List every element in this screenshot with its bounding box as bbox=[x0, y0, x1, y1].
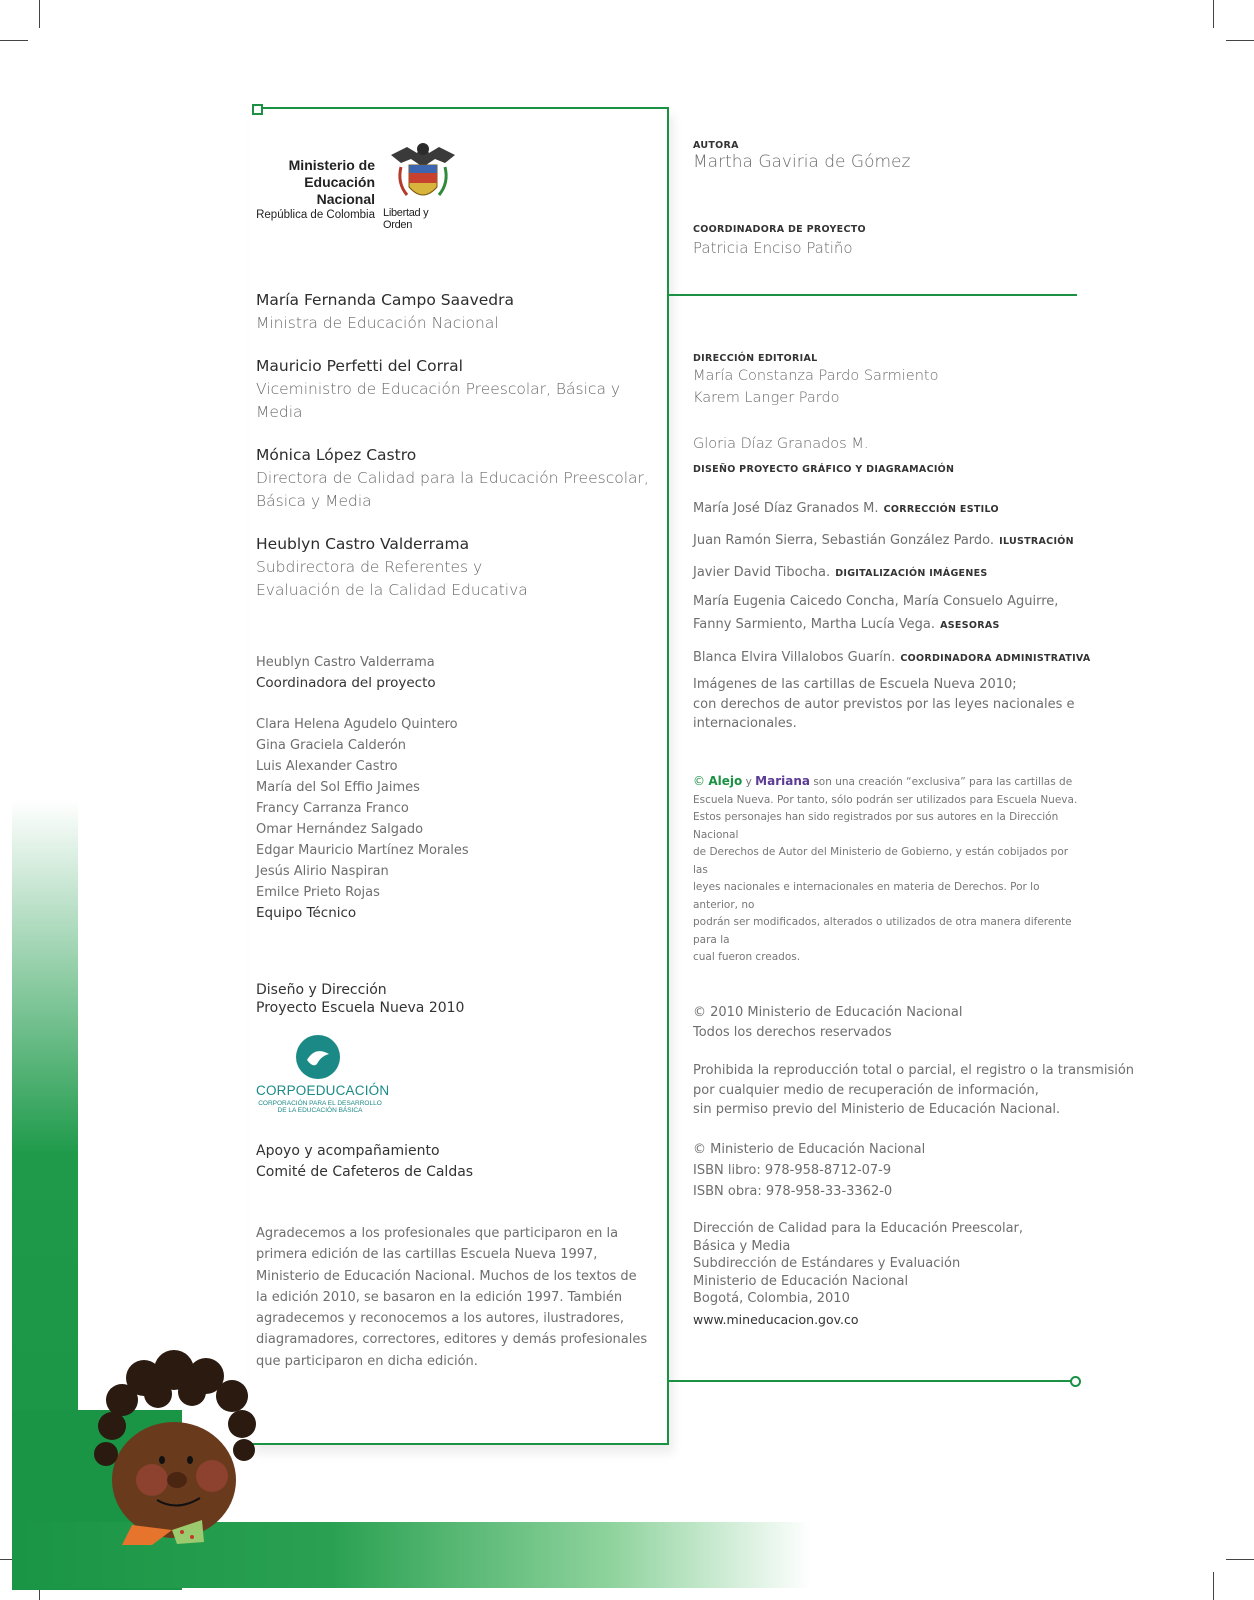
officials-list bbox=[256, 289, 656, 602]
coordinator-role: Coordinadora del proyecto bbox=[256, 675, 436, 691]
author-name: Martha Gaviria de Gómez bbox=[693, 152, 911, 172]
crop-mark bbox=[1226, 1559, 1254, 1560]
characters-copyright: © bbox=[693, 774, 705, 788]
isbn-block bbox=[693, 1139, 925, 1202]
website-link[interactable]: www.mineducacion.gov.co bbox=[693, 1312, 859, 1327]
admin-name: Blanca Elvira Villalobos Guarín. bbox=[693, 650, 896, 665]
corpoeducacion-swirl-icon bbox=[295, 1032, 341, 1082]
ministry-logo-line1: Ministerio de bbox=[288, 157, 375, 173]
crop-mark bbox=[39, 0, 40, 28]
ministry-motto: Libertad y Orden bbox=[383, 207, 429, 231]
prohibition-line: Prohibida la reproducción total o parcial, el registro o la transmisión bbox=[693, 1063, 1135, 1078]
isbn-line: ISBN obra: 978-958-33-3362-0 bbox=[693, 1184, 893, 1199]
official-role: Evaluación de la Calidad Educativa bbox=[256, 581, 528, 599]
corpo-name: CORPOEDUCACIÓN bbox=[256, 1083, 390, 1098]
characters-note-line: leyes nacionales e internacionales en materia de Derechos. Por lo anterior, no bbox=[693, 881, 1040, 911]
team-member: Omar Hernández Salgado bbox=[256, 822, 424, 837]
advisors-line2: Fanny Sarmiento, Martha Lucía Vega. bbox=[693, 616, 936, 632]
isbn-line: © Ministerio de Educación Nacional bbox=[693, 1142, 926, 1157]
credit-label: DIGITALIZACIÓN IMÁGENES bbox=[835, 568, 988, 579]
frame-square-handle bbox=[252, 104, 263, 115]
frame-circle-handle bbox=[1070, 1376, 1081, 1387]
credit-line bbox=[693, 497, 999, 516]
official-2 bbox=[256, 355, 656, 424]
frame-vertical-line bbox=[667, 107, 669, 1445]
acknowledgement bbox=[256, 1223, 666, 1372]
official-1 bbox=[256, 289, 656, 335]
design-direction-line2: Proyecto Escuela Nueva 2010 bbox=[256, 1000, 465, 1016]
acknowledgement-line: que participaron en dicha edición. bbox=[256, 1353, 478, 1369]
prohibition-line: por cualquier medio de recuperación de información, bbox=[693, 1082, 1039, 1098]
team-member: Jesús Alirio Naspiran bbox=[256, 864, 389, 879]
admin-label: COORDINADORA ADMINISTRATIVA bbox=[900, 653, 1091, 664]
images-note-line: internacionales. bbox=[693, 716, 797, 731]
official-role: Viceministro de Educación Preescolar, Básica y Media bbox=[256, 380, 621, 421]
prohibition-line: sin permiso previo del Ministerio de Educación Nacional. bbox=[693, 1102, 1061, 1117]
mariana-name: Mariana bbox=[755, 774, 810, 788]
characters-y: y bbox=[745, 776, 752, 788]
team-member: Edgar Mauricio Martínez Morales bbox=[256, 843, 469, 858]
team-member: Clara Helena Agudelo Quintero bbox=[256, 717, 458, 732]
acknowledgement-line: la edición 2010, se basaron en la edición 1997. También bbox=[256, 1289, 623, 1305]
acknowledgement-line: Agradecemos a los profesionales que participaron en la bbox=[256, 1226, 619, 1241]
frame-bottom-line bbox=[249, 1443, 669, 1445]
alejo-name: Alejo bbox=[708, 774, 743, 788]
credit-line bbox=[693, 529, 1074, 548]
design-direction-line1: Diseño y Dirección bbox=[256, 982, 387, 998]
graphic-design-label: DISEÑO PROYECTO GRÁFICO Y DIAGRAMACIÓN bbox=[693, 464, 955, 475]
corpo-sub1: CORPORACIÓN PARA EL DESARROLLO bbox=[258, 1100, 382, 1107]
editorial-names bbox=[693, 366, 938, 409]
technical-team bbox=[256, 714, 469, 924]
team-member: Emilce Prieto Rojas bbox=[256, 885, 380, 900]
rights-line2: Todos los derechos reservados bbox=[693, 1024, 892, 1040]
project-coordinator-name: Patricia Enciso Patiño bbox=[693, 239, 853, 257]
address-line: Bogotá, Colombia, 2010 bbox=[693, 1291, 850, 1306]
credit-label: CORRECCIÓN ESTILO bbox=[883, 504, 999, 515]
official-name: Heublyn Castro Valderrama bbox=[256, 535, 470, 553]
advisors-label: ASESORAS bbox=[940, 619, 1000, 631]
official-name: María Fernanda Campo Saavedra bbox=[256, 291, 515, 309]
ministry-logo-line3: República de Colombia bbox=[256, 209, 375, 221]
official-role: Ministra de Educación Nacional bbox=[256, 314, 499, 332]
credit-name: Javier David Tibocha. bbox=[693, 565, 831, 580]
advisors bbox=[693, 592, 1058, 636]
characters-note-line: Estos personajes han sido registrados por sus autores en la Dirección Nacional bbox=[693, 811, 1059, 841]
team-member: Gina Graciela Calderón bbox=[256, 738, 407, 753]
ministry-logo bbox=[250, 155, 460, 230]
crop-mark bbox=[1213, 1572, 1214, 1600]
address-line: Subdirección de Estándares y Evaluación bbox=[693, 1256, 961, 1271]
advisors-line1: María Eugenia Caicedo Concha, María Consuelo Aguirre, bbox=[693, 594, 1059, 609]
editorial-label: DIRECCIÓN EDITORIAL bbox=[693, 353, 818, 364]
acknowledgement-line: primera edición de las cartillas Escuela Nueva 1997, bbox=[256, 1247, 598, 1263]
characters-note-line: cual fueron creados. bbox=[693, 951, 801, 963]
frame-right-bottom-line bbox=[667, 1380, 1071, 1382]
rights-block bbox=[693, 1003, 962, 1042]
official-name: Mónica López Castro bbox=[256, 446, 417, 464]
corpo-sub2: DE LA EDUCACIÓN BÁSICA bbox=[277, 1107, 363, 1114]
address-block bbox=[693, 1220, 1023, 1308]
official-4 bbox=[256, 533, 656, 602]
team-member: Luis Alexander Castro bbox=[256, 759, 398, 774]
crop-mark bbox=[1213, 0, 1214, 28]
characters-note-line: podrán ser modificados, alterados o utilizados de otra manera diferente para la bbox=[693, 916, 1072, 946]
graphic-design-name: Gloria Díaz Granados M. bbox=[693, 436, 869, 452]
characters-note-line: Escuela Nueva. Por tanto, sólo podrán ser utilizados para Escuela Nueva. bbox=[693, 793, 1078, 806]
official-3 bbox=[256, 444, 656, 513]
corpoeducacion-logo bbox=[256, 1030, 390, 1115]
admin-credit bbox=[693, 646, 1091, 665]
crop-mark bbox=[1226, 40, 1254, 41]
credit-name: María José Díaz Granados M. bbox=[693, 501, 879, 516]
editorial-name: Karem Langer Pardo bbox=[693, 389, 840, 406]
support-block bbox=[256, 1141, 473, 1183]
address-line: Dirección de Calidad para la Educación Preescolar, bbox=[693, 1221, 1024, 1236]
crop-mark bbox=[0, 40, 28, 41]
official-role: Directora de Calidad para la Educación Preescolar, bbox=[256, 469, 649, 487]
child-character-illustration bbox=[82, 1330, 262, 1550]
characters-note-line: de Derechos de Autor del Ministerio de Gobierno, y están cobijados por las bbox=[693, 846, 1069, 876]
acknowledgement-line: Ministerio de Educación Nacional. Muchos de los textos de bbox=[256, 1268, 637, 1284]
images-note bbox=[693, 675, 1075, 734]
design-direction bbox=[256, 981, 464, 1017]
support-line1: Apoyo y acompañamiento bbox=[256, 1143, 440, 1159]
credit-name: Juan Ramón Sierra, Sebastián González Pardo. bbox=[693, 533, 995, 548]
official-role: Básica y Media bbox=[256, 492, 372, 510]
team-member: María del Sol Effio Jaimes bbox=[256, 780, 420, 795]
team-title: Equipo Técnico bbox=[256, 905, 357, 921]
acknowledgement-line: diagramadores, correctores, editores y demás profesionales bbox=[256, 1332, 648, 1348]
credit-line bbox=[693, 561, 988, 580]
address-line: Básica y Media bbox=[693, 1238, 791, 1254]
images-note-line: Imágenes de las cartillas de Escuela Nueva 2010; bbox=[693, 677, 1017, 692]
isbn-line: ISBN libro: 978-958-8712-07-9 bbox=[693, 1163, 892, 1178]
project-coordinator-label: COORDINADORA DE PROYECTO bbox=[693, 224, 866, 235]
official-role: Subdirectora de Referentes y bbox=[256, 558, 483, 576]
credit-label: ILUSTRACIÓN bbox=[999, 536, 1074, 547]
address-line: Ministerio de Educación Nacional bbox=[693, 1273, 909, 1289]
author-label: AUTORA bbox=[693, 140, 739, 151]
characters-note bbox=[693, 773, 1083, 967]
project-coordinator-block bbox=[256, 652, 436, 694]
support-line2: Comité de Cafeteros de Caldas bbox=[256, 1164, 474, 1180]
characters-note-first: son una creación “exclusiva” para las cartillas de bbox=[813, 776, 1073, 788]
official-name: Mauricio Perfetti del Corral bbox=[256, 357, 463, 375]
frame-top-line bbox=[258, 107, 669, 109]
frame-right-top-line bbox=[667, 294, 1077, 296]
prohibition-block bbox=[693, 1061, 1134, 1120]
editorial-name: María Constanza Pardo Sarmiento bbox=[693, 368, 939, 384]
images-note-line: con derechos de autor previstos por las leyes nacionales e bbox=[693, 696, 1075, 712]
rights-line1: © 2010 Ministerio de Educación Nacional bbox=[693, 1005, 963, 1020]
ministry-logo-line2: Educación Nacional bbox=[304, 174, 375, 207]
coordinator-name: Heublyn Castro Valderrama bbox=[256, 655, 435, 670]
team-member: Francy Carranza Franco bbox=[256, 801, 409, 816]
acknowledgement-line: agradecemos y reconocemos a los autores, ilustradores, bbox=[256, 1311, 625, 1327]
